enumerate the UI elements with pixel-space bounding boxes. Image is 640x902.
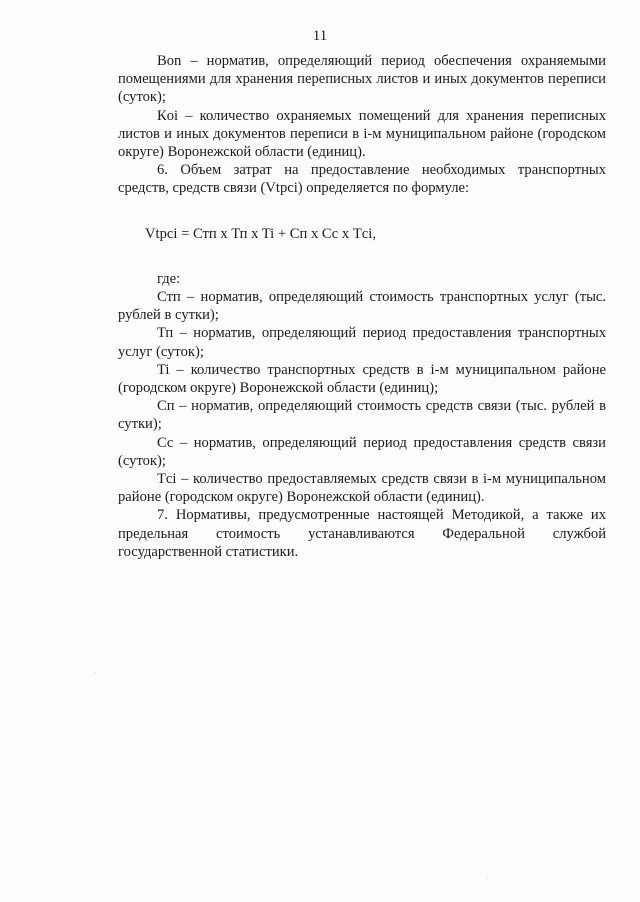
formula-vtpci: Vtpci = Стп x Тп x Ti + Сп x Сс x Тci, <box>145 225 376 242</box>
paragraph-cc-definition: Сс – норматив, определяющий период предоставления средств связи (суток); <box>118 434 606 469</box>
paragraph-bon-definition: Вon – норматив, определяющий период обеспечения охраняемыми помещениями для хранения переписных листов и иных документов переписи (суток); <box>118 53 606 106</box>
paragraph-koi-definition: Кoi – количество охраняемых помещений для хранения переписных листов и иных документов переписи в i-м муниципальном районе (городском округе) Воронежской области (единиц). <box>118 107 606 161</box>
page-number: 11 <box>312 28 328 44</box>
paragraph-ti-definition: Ti – количество транспортных средств в i-м муниципальном районе (городском округе) Воронежской области (единиц); <box>118 361 606 397</box>
paragraph-item-6: 6. Объем затрат на предоставление необходимых транспортных средств, средств связи (Vtpci) определяется по формуле: <box>118 162 606 197</box>
scan-speck <box>487 878 488 879</box>
where-label: где: <box>157 270 181 287</box>
paragraph-tp-definition: Тп – норматив, определяющий период предоставления транспортных услуг (суток); <box>118 325 606 360</box>
paragraph-tci-definition: Тci – количество предоставляемых средств связи в i-м муниципальном районе (городском округе) Воронежской области (единиц). <box>118 471 606 506</box>
paragraph-ctp-definition: Стп – норматив, определяющий стоимость транспортных услуг (тыс. рублей в сутки); <box>118 289 606 324</box>
paragraph-cp-definition: Сп – норматив, определяющий стоимость средств связи (тыс. рублей в сутки); <box>118 398 606 433</box>
scan-speck <box>95 672 96 673</box>
document-body <box>118 52 606 561</box>
paragraph-item-7: 7. Нормативы, предусмотренные настоящей Методикой, а также их предельная стоимость устанавливаются Федеральной службой государственной статистики. <box>118 507 606 560</box>
